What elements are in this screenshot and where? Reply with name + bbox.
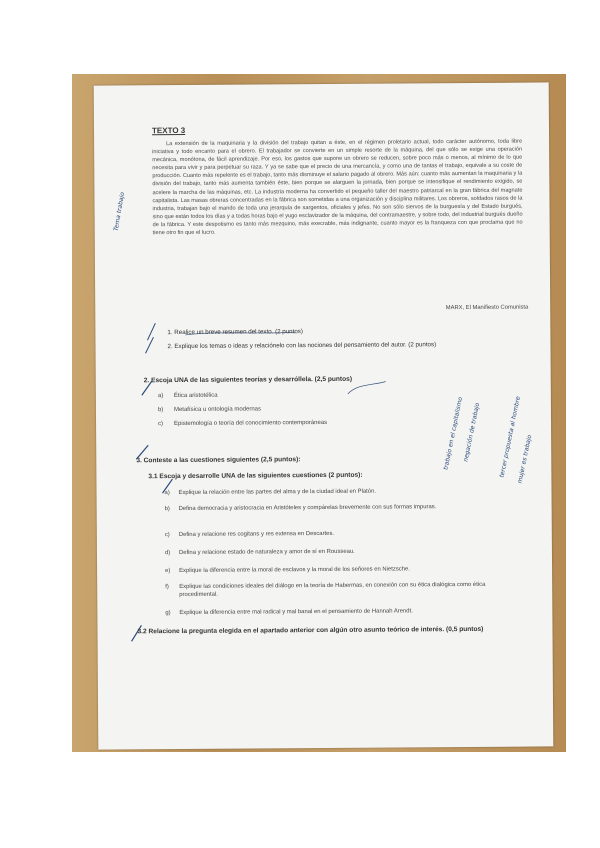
- exam-sheet: [94, 82, 554, 749]
- handwritten-note-3: tercer propuesta al hombre: [498, 395, 522, 479]
- text-source: MARX, El Manifiesto Comunista: [445, 304, 529, 312]
- text-title: TEXTO 3: [151, 125, 186, 136]
- question-2-heading: 2. Escoja UNA de las siguientes teorías y desarróllela. (2,5 puntos): [143, 375, 353, 385]
- question-1: 1. Realice un breve resumen del texto. (2 puntos): [167, 328, 303, 337]
- question-1b: 2. Explique los temas o ideas y relaciónelo con las nociones del pensamiento del autor. (2 puntos): [167, 341, 437, 351]
- option-2a: a) Ética aristotélica: [157, 392, 218, 400]
- question-3-2: 3.2 Relacione la pregunta elegida en el apartado anterior con algún otro asunto teórico de interés. (0,5 puntos): [137, 625, 484, 636]
- handwritten-left-note: Tema trabajo: [112, 191, 127, 232]
- option-3e: e) Explique la diferencia entre la moral de esclavos y la moral de los señores en Nietzsche.: [165, 566, 410, 575]
- option-2c: c) Epistemología o teoría del conocimiento contemporáneas: [158, 419, 328, 428]
- handwritten-note-2: negación de trabajo: [462, 402, 482, 463]
- option-2b: b) Metafísica u ontología modernas: [157, 406, 262, 414]
- question-3-1-heading: 3.1 Escoja y desarrolle UNA de las siguientes cuestiones (2 puntos):: [148, 471, 363, 481]
- handwritten-note-1: trabajo en el capitalismo: [442, 396, 465, 471]
- handwritten-note-4: mujer es trabajo: [516, 434, 534, 485]
- option-3d: d) Defina y relacione estado de naturaleza y amor de sí en Rousseau.: [164, 548, 355, 557]
- option-3c: c) Defina y relacione res cogitans y res extensa en Descartes.: [164, 530, 335, 539]
- text-paragraph: La extensión de la maquinaria y la división del trabajo quitan a éste, en el régimen proletario actual, todo carácter autónomo, toda libre iniciativa y todo encanto para el obrero. El trabajador se convierte en un simple resorte de la máquina, del que sólo se exige una operación mecánica, monótona, de fácil aprendizaje. Por eso, los gastos que supone un obrero se reducen, sobre poco más o menos, al mínimo de lo que necesita para vivir y para perpetuar su raza. Y ya se sabe que el precio de una mercancía, y como una de tantas el trabajo, equivale a su coste de producción. Cuanto más repelente es el trabajo, tanto más disminuye el salario pagado al obrero. Más aún: cuanto más aumentan la maquinaria y la división del trabajo, tanto más aumenta también éste, bien porque se alarguen la jornada, bien porque se intensifique el rendimiento exigido, se acelere la marcha de las máquinas, etc. La industria moderna ha convertido el pequeño taller del maestro patriarcal en la gran fábrica del magnate capitalista. Las masas obreras concentradas en la fábrica son sometidas a una organización y disciplina militares. Los obreros, soldados rasos de la industria, trabajan bajo el mando de toda una jerarquía de sargentos, oficiales y jefes. No son sólo siervos de la burguesía y del Estado burgués, sino que están todos los días y a todas horas bajo el yugo esclavizador de la máquina, del contramaestre, y sobre todo, del industrial burgués dueño de la fábrica. Y este despotismo es tanto más mezquino, más execrable, más indignante, cuanto mayor es la franqueza con que proclama que no tiene otro fin que el lucro.: [152, 138, 523, 237]
- question-3-heading: 3. Conteste a las cuestiones siguientes (2,5 puntos):: [136, 456, 301, 465]
- option-3a: a) Explique la relación entre las partes del alma y de la ciudad ideal en Platón.: [164, 488, 377, 497]
- option-3g: g) Explique la diferencia entre mal radical y mal banal en el pensamiento de Hannah Arendt.: [165, 608, 413, 617]
- option-3b: b) Defina democracia y aristocracia en Aristóteles y compárelas brevemente con sus formas impuras.: [164, 504, 437, 513]
- option-3f: f) Explique las condiciones ideales del diálogo en la teoría de Habermas, en conexión con su ética dialógica como ética procedimental.: [165, 581, 486, 599]
